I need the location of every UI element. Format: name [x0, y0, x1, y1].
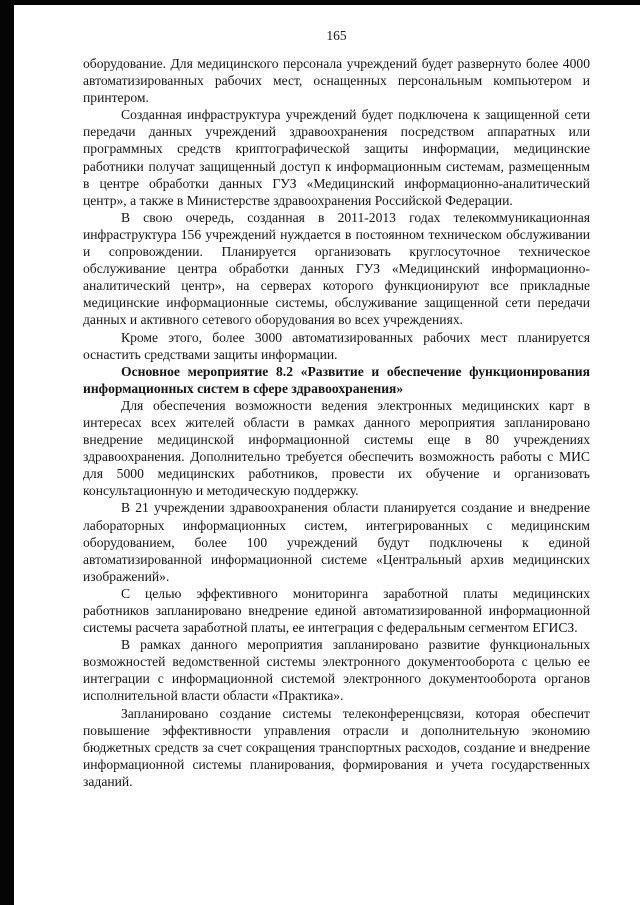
- document-body: [83, 55, 590, 790]
- scan-artifact-top-bar: [0, 0, 640, 5]
- paragraph: Для обеспечения возможности ведения электронных медицинских карт в интересах всех жителей области в рамках данного мероприятия запланировано внедрение медицинской информационной системы еще в 80 учреждениях здравоохранения. Дополнительно требуется обеспечить возможность работы с МИС для 5000 медицинских работников, провести их обучение и организовать консультационную и методическую поддержку.: [83, 397, 590, 499]
- paragraph: В свою очередь, созданная в 2011-2013 годах телекоммуникационная инфраструктура 156 учреждений нуждается в постоянном техническом обслуживании и сопровождении. Планируется организовать круглосуточное техническое обслуживание центра обработки данных ГУЗ «Медицинский информационно-аналитический центр», на серверах которого функционируют все прикладные медицинские информационные системы, обслуживание защищенной сети передачи данных и активного сетевого оборудования во всех учреждениях.: [83, 209, 590, 328]
- section-heading: Основное мероприятие 8.2 «Развитие и обеспечение функционирования информационных систем в сфере здравоохранения»: [83, 363, 590, 396]
- paragraph: Запланировано создание системы телеконференцсвязи, которая обеспечит повышение эффективности управления отрасли и дополнительную экономию бюджетных средств за счет сокращения транспортных расходов, создание и внедрение информационной системы планирования, формирования и учета государственных заданий.: [83, 705, 590, 789]
- paragraph: оборудование. Для медицинского персонала учреждений будет развернуто более 4000 автоматизированных рабочих мест, оснащенных персональным компьютером и принтером.: [83, 56, 590, 106]
- paragraph: В 21 учреждении здравоохранения области планируется создание и внедрение лабораторных информационных систем, интегрированных с медицинским оборудованием, более 100 учреждений будут подключены к единой автоматизированной информационной системе «Центральный архив медицинских изображений».: [83, 500, 590, 584]
- paragraph: В рамках данного мероприятия запланировано развитие функциональных возможностей ведомственной системы электронного документооборота с целью ее интеграции с информационной системой электронного документооборота органов исполнительной власти области «Практика».: [83, 637, 590, 704]
- paragraph: Кроме этого, более 3000 автоматизированных рабочих мест планируется оснастить средствами защиты информации.: [83, 329, 590, 362]
- paragraph: Созданная инфраструктура учреждений будет подключена к защищенной сети передачи данных учреждений здравоохранения посредством аппаратных или программных средств криптографической защиты информации, медицинские работники получат защищенный доступ к информационным системам, размещенным в центре обработки данных ГУЗ «Медицинский информационно-аналитический центр», а также в Министерстве здравоохранения Российской Федерации.: [83, 107, 590, 208]
- scan-artifact-left-bar: [0, 0, 14, 905]
- page-number: 165: [326, 28, 347, 43]
- paragraph: С целью эффективного мониторинга заработной платы медицинских работников запланировано внедрение единой автоматизированной информационной системы расчета заработной платы, ее интеграция с федеральным сегментом ЕГИСЗ.: [83, 585, 590, 636]
